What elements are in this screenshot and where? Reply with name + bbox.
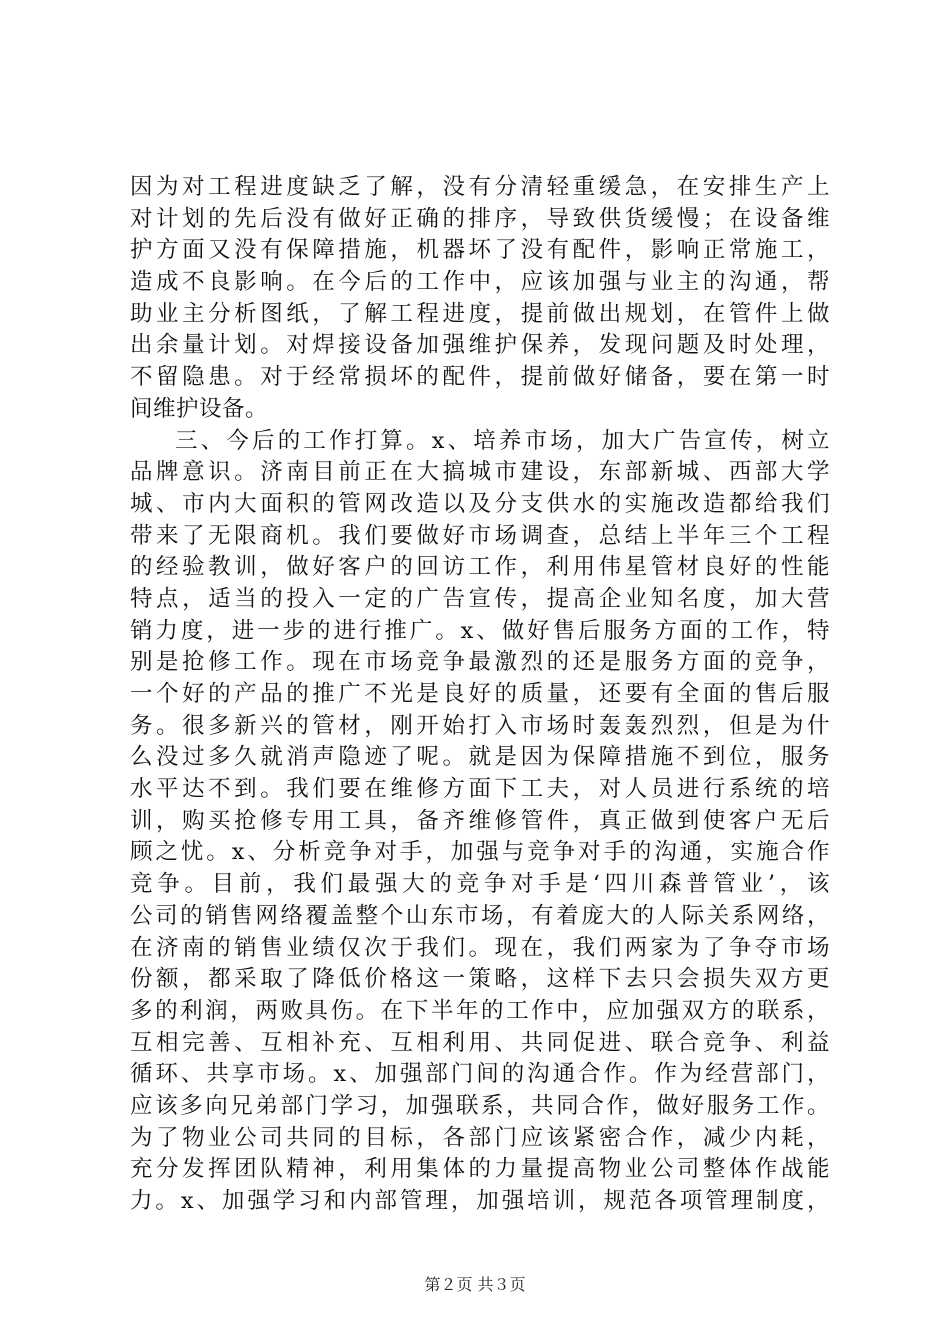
text-line: 在济南的销售业绩仅次于我们。现在，我们两家为了争夺市场 <box>130 934 830 961</box>
text-line: 竞争。目前，我们最强大的竞争对手是‘四川森普管业’，该 <box>130 871 830 898</box>
text-line: 护方面又没有保障措施，机器坏了没有配件，影响正常施工， <box>130 237 830 264</box>
text-line: 城、市内大面积的管网改造以及分支供水的实施改造都给我们 <box>130 490 830 517</box>
text-line: 对计划的先后没有做好正确的排序，导致供货缓慢；在设备维 <box>130 205 830 232</box>
text-line: 顾之忧。x、分析竞争对手，加强与竞争对手的沟通，实施合作 <box>130 839 830 866</box>
text-line: 力。x、加强学习和内部管理，加强培训，规范各项管理制度， <box>130 1188 830 1214</box>
text-line: 因为对工程进度缺乏了解，没有分清轻重缓急，在安排生产上 <box>130 174 830 200</box>
text-line: 一个好的产品的推广不光是良好的质量，还要有全面的售后服 <box>130 681 830 707</box>
text-line: 应该多向兄弟部门学习，加强联系，共同合作，做好服务工作。 <box>130 1092 830 1119</box>
page-footer <box>0 1272 950 1295</box>
text-line: 别是抢修工作。现在市场竞争最激烈的还是服务方面的竞争， <box>130 649 830 676</box>
text-line: 品牌意识。济南目前正在大搞城市建设，东部新城、西部大学 <box>130 459 830 486</box>
text-line: 助业主分析图纸，了解工程进度，提前做出规划，在管件上做 <box>130 300 830 327</box>
text-line: 水平达不到。我们要在维修方面下工夫，对人员进行系统的培 <box>130 776 830 803</box>
text-line: 务。很多新兴的管材，刚开始打入市场时轰轰烈烈，但是为什 <box>130 712 830 739</box>
text-line: 互相完善、互相补充、互相利用、共同促进、联合竞争、利益 <box>130 1029 830 1056</box>
paragraph-start-line: 三、今后的工作打算。x、培养市场，加大广告宣传，树立 <box>175 427 830 454</box>
text-line: 间维护设备。 <box>130 395 269 422</box>
text-line: 造成不良影响。在今后的工作中，应该加强与业主的沟通，帮 <box>130 269 830 296</box>
text-line: 份额，都采取了降低价格这一策略，这样下去只会损失双方更 <box>130 966 830 993</box>
text-line: 训，购买抢修专用工具，备齐维修管件，真正做到使客户无后 <box>130 807 830 834</box>
text-line: 么没过多久就消声隐迹了呢。就是因为保障措施不到位，服务 <box>130 744 830 771</box>
text-line: 出余量计划。对焊接设备加强维护保养，发现问题及时处理， <box>130 332 830 359</box>
text-line: 为了物业公司共同的目标，各部门应该紧密合作，减少内耗， <box>130 1124 830 1151</box>
text-line: 带来了无限商机。我们要做好市场调查，总结上半年三个工程 <box>130 522 830 549</box>
text-line: 的经验教训，做好客户的回访工作，利用伟星管材良好的性能 <box>130 554 830 581</box>
text-line: 不留隐患。对于经常损坏的配件，提前做好储备，要在第一时 <box>130 364 830 391</box>
page-number: 第２页 共３页 <box>424 1275 526 1294</box>
body-text <box>130 172 830 1218</box>
text-line: 多的利润，两败具伤。在下半年的工作中，应加强双方的联系， <box>130 997 830 1024</box>
text-line: 公司的销售网络覆盖整个山东市场，有着庞大的人际关系网络， <box>130 902 830 929</box>
text-line: 充分发挥团队精神，利用集体的力量提高物业公司整体作战能 <box>130 1156 830 1183</box>
text-line: 循环、共享市场。x、加强部门间的沟通合作。作为经营部门， <box>130 1061 830 1088</box>
text-line: 销力度，进一步的进行推广。x、做好售后服务方面的工作，特 <box>130 617 830 644</box>
text-line: 特点，适当的投入一定的广告宣传，提高企业知名度，加大营 <box>130 585 830 612</box>
